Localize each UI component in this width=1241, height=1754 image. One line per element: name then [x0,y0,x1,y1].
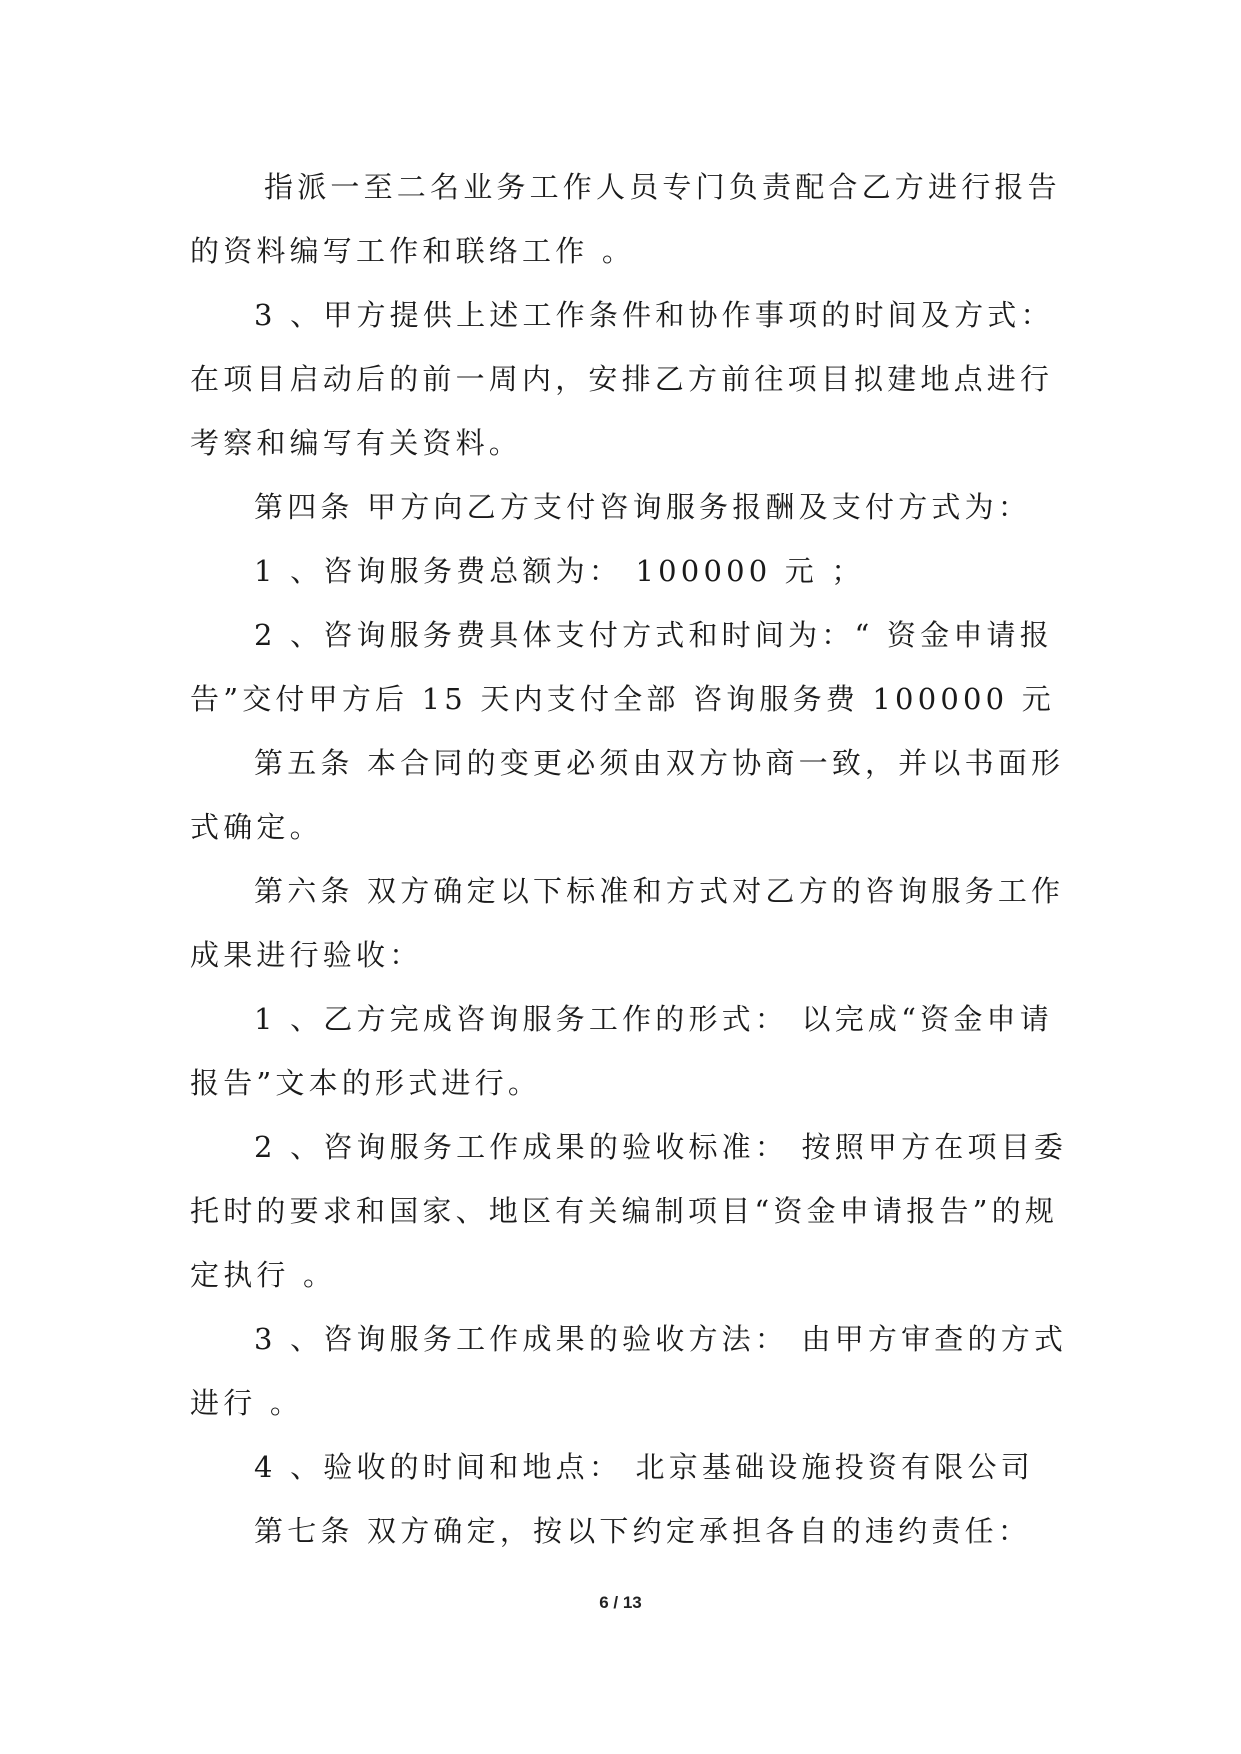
paragraph: 第五条 本合同的变更必须由双方协商一致，并以书面形式确定。 [190,746,1065,844]
paragraph: 2 、咨询服务费具体支付方式和时间为：“ 资金申请报告”交付甲方后 15 天内支付全部 咨询服务费 100000 元 [190,618,1055,716]
paragraph: 1 、咨询服务费总额为： 100000 元 ； [254,554,865,588]
paragraph: 2 、咨询服务工作成果的验收标准： 按照甲方在项目委托时的要求和国家、地区有关编制项目“资金申请报告”的规定执行 。 [190,1130,1068,1292]
paragraph: 3 、咨询服务工作成果的验收方法： 由甲方审查的方式进行 。 [190,1322,1068,1420]
document-body [190,155,1070,1563]
paragraph: 第四条 甲方向乙方支付咨询服务报酬及支付方式为： [254,490,1032,524]
paragraph: 指派一至二名业务工作人员专门负责配合乙方进行报告的资料编写工作和联络工作 。 [190,170,1061,268]
paragraph: 1 、乙方完成咨询服务工作的形式： 以完成“资金申请报告”文本的形式进行。 [190,1002,1053,1100]
paragraph: 4 、验收的时间和地点： 北京基础设施投资有限公司 [254,1450,1034,1484]
paragraph: 第七条 双方确定，按以下约定承担各自的违约责任： [254,1514,1032,1548]
paragraph: 3 、甲方提供上述工作条件和协作事项的时间及方式： 在项目启动后的前一周内，安排乙方前往项目拟建地点进行考察和编写有关资料。 [190,298,1068,460]
page-number: 6 / 13 [599,1593,642,1612]
paragraph: 第六条 双方确定以下标准和方式对乙方的咨询服务工作成果进行验收： [190,874,1065,972]
